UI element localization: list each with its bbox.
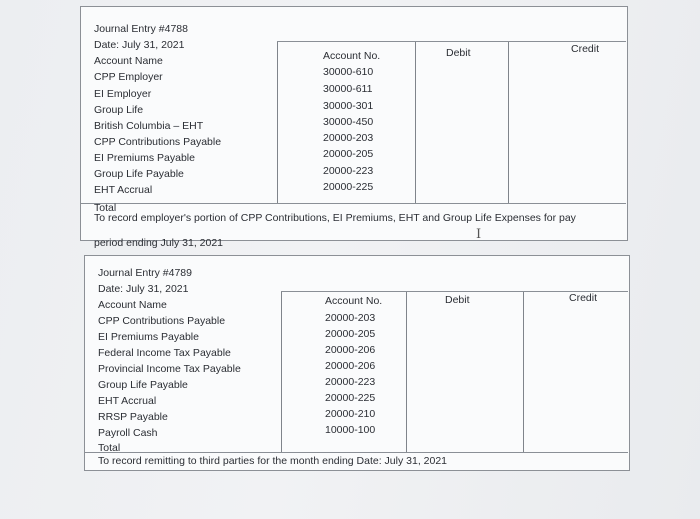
- account-name: CPP Contributions Payable: [94, 136, 222, 148]
- column-divider: [523, 291, 524, 452]
- entry-description: To record remitting to third parties for the month ending Date: July 31, 2021: [98, 455, 448, 467]
- account-name: British Columbia – EHT: [94, 120, 204, 132]
- journal-entry-4789-sheet: [84, 255, 630, 471]
- journal-entry-4788-sheet: [80, 6, 628, 249]
- account-number: 20000-210: [325, 408, 376, 420]
- total-label: Total: [98, 442, 121, 454]
- header-debit: Debit: [446, 47, 471, 59]
- account-name: Group Life Payable: [94, 168, 184, 180]
- row-divider: [277, 41, 626, 42]
- account-number: 20000-203: [325, 312, 376, 324]
- account-number: 30000-450: [323, 116, 374, 128]
- account-number: 20000-223: [323, 165, 374, 177]
- header-account-name: Account Name: [98, 299, 167, 311]
- account-name: EI Employer: [94, 88, 152, 100]
- account-number: 30000-610: [323, 66, 374, 78]
- account-number: 20000-225: [323, 181, 374, 193]
- account-number: 30000-301: [323, 100, 374, 112]
- account-name: Federal Income Tax Payable: [98, 347, 231, 359]
- account-number: 20000-225: [325, 392, 376, 404]
- total-label: Total: [94, 202, 117, 214]
- account-number: 10000-100: [325, 424, 376, 436]
- account-name: CPP Contributions Payable: [98, 315, 226, 327]
- account-number: 20000-205: [323, 148, 374, 160]
- account-name: CPP Employer: [94, 71, 163, 83]
- header-debit: Debit: [445, 294, 470, 306]
- column-divider: [281, 291, 282, 452]
- account-number: 30000-611: [323, 83, 373, 95]
- account-name: EHT Accrual: [98, 395, 157, 407]
- entry-description-line-1: To record employer's portion of CPP Contributions, EI Premiums, EHT and Group Life Expenses for pay: [94, 212, 576, 224]
- account-name: EI Premiums Payable: [98, 331, 199, 343]
- account-name: EI Premiums Payable: [94, 152, 195, 164]
- header-credit: Credit: [569, 292, 598, 304]
- header-credit: Credit: [571, 43, 600, 55]
- header-account-no: Account No.: [323, 50, 381, 62]
- account-name: Group Life: [94, 104, 144, 116]
- account-name: EHT Accrual: [94, 184, 153, 196]
- entry-title: Journal Entry #4788: [94, 23, 188, 35]
- entry-date: Date: July 31, 2021: [94, 39, 185, 51]
- account-name: Provincial Income Tax Payable: [98, 363, 241, 375]
- header-account-no: Account No.: [325, 295, 383, 307]
- account-name: Payroll Cash: [98, 427, 158, 439]
- column-divider: [415, 41, 416, 203]
- entry-title: Journal Entry #4789: [98, 267, 192, 279]
- entry-description-line-2: period ending July 31, 2021: [94, 237, 224, 249]
- column-divider: [406, 291, 407, 452]
- account-name: Group Life Payable: [98, 379, 188, 391]
- account-number: 20000-206: [325, 360, 376, 372]
- account-name: RRSP Payable: [98, 411, 168, 423]
- entry-date: Date: July 31, 2021: [98, 283, 189, 295]
- row-divider: [81, 203, 626, 204]
- column-divider: [508, 41, 509, 203]
- account-number: 20000-205: [325, 328, 376, 340]
- text-cursor-icon: I: [476, 227, 482, 242]
- account-number: 20000-206: [325, 344, 376, 356]
- column-divider: [277, 41, 278, 203]
- account-number: 20000-223: [325, 376, 376, 388]
- header-account-name: Account Name: [94, 55, 163, 67]
- account-number: 20000-203: [323, 132, 374, 144]
